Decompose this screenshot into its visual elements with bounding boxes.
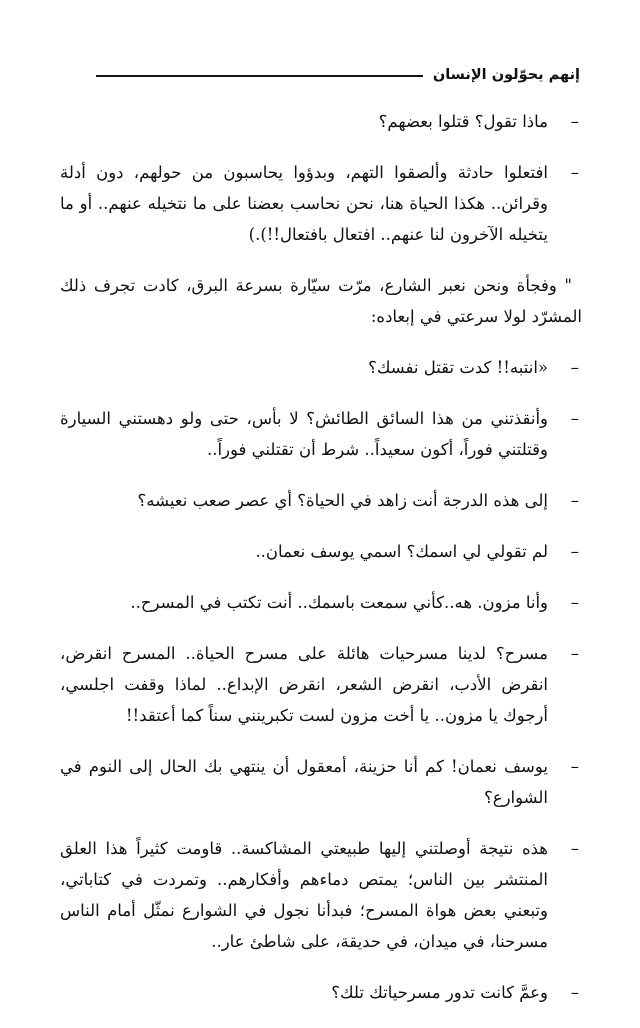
dialogue-paragraph: [60, 977, 582, 1008]
dialogue-paragraph: [60, 352, 582, 383]
dialogue-paragraph: [60, 157, 582, 250]
paragraph-text: ماذا تقول؟ قتلوا بعضهم؟: [378, 112, 548, 131]
dialogue-dash: –: [570, 542, 579, 561]
paragraph-text: لم تقولي لي اسمك؟ اسمي يوسف نعمان..: [255, 542, 548, 561]
dialogue-dash: –: [570, 163, 579, 182]
dialogue-paragraph: [60, 587, 582, 618]
dialogue-paragraph: [60, 638, 582, 731]
dialogue-dash: –: [570, 593, 579, 612]
running-header: [96, 60, 580, 90]
dialogue-paragraph: [60, 833, 582, 957]
dialogue-paragraph: [60, 536, 582, 567]
page-body: [60, 106, 582, 1028]
paragraph-text: وأنقذتني من هذا السائق الطائش؟ لا بأس، حتى ولو دهستني السيارة وقتلتني فوراً، أكون سعيداً.. شرط أن تقتلني فوراً..: [60, 409, 548, 459]
dialogue-dash: –: [570, 491, 579, 510]
paragraph-text: وأنا مزون. هه..كأني سمعت باسمك.. أنت تكتب في المسرح..: [130, 593, 548, 612]
paragraph-text: إلى هذه الدرجة أنت زاهد في الحياة؟ أي عصر صعب نعيشه؟: [137, 491, 548, 510]
header-title: إنهم يحوّلون الإنسان: [432, 67, 580, 83]
dialogue-dash: –: [570, 409, 579, 428]
dialogue-dash: –: [570, 757, 579, 776]
narrative-paragraph: [60, 270, 582, 332]
dialogue-paragraph: [60, 485, 582, 516]
paragraph-text: يوسف نعمان! كم أنا حزينة، أمعقول أن ينتهي بك الحال إلى النوم في الشوارع؟: [60, 757, 548, 807]
paragraph-text: وعمَّ كانت تدور مسرحياتك تلك؟: [331, 983, 548, 1002]
paragraph-text: هذه نتيجة أوصلتني إليها طبيعتي المشاكسة.. قاومت كثيراً هذا العلق المنتشر بين الناس؛ يمتص دماءهم وأفكارهم.. وتمردت في كتاباتي، وتبعني بعض هواة المسرح؛ فبدأنا نجول في الشوارع نمثّل أمام الناس مسرحنا، في ميدان، في حديقة، على شاطئ عار..: [60, 839, 548, 951]
paragraph-text: «انتبه!! كدت تقتل نفسك؟: [368, 358, 548, 377]
dialogue-dash: –: [570, 839, 579, 858]
dialogue-paragraph: [60, 403, 582, 465]
dialogue-paragraph: [60, 751, 582, 813]
dialogue-dash: –: [570, 644, 579, 663]
paragraph-text: افتعلوا حادثة وألصقوا التهم، وبدؤوا يحاسبون من حولهم، دون أدلة وقرائن.. هكذا الحياة هنا، نحن نحاسب بعضنا على ما نتخيله عنهم.. أو ما يتخيله الآخرون لنا عنهم.. افتعال بافتعال!!).): [60, 163, 548, 244]
paragraph-text: " وفجأة ونحن نعبر الشارع، مرّت سيّارة بسرعة البرق، كادت تجرف ذلك المشرّد لولا سرعتي في إبعاده:: [60, 276, 582, 326]
dialogue-dash: –: [570, 112, 579, 131]
dialogue-paragraph: [60, 106, 582, 137]
paragraph-text: مسرح؟ لدينا مسرحيات هائلة على مسرح الحياة.. المسرح انقرض، انقرض الأدب، انقرض الشعر، انقرض الإبداع.. لماذا وقفت اجلسي، أرجوك يا مزون.. يا أخت مزون لست تكبرينني سناً كما أعتقد!!: [60, 644, 548, 725]
dialogue-dash: –: [570, 358, 579, 377]
header-rule: [96, 75, 423, 77]
dialogue-dash: –: [570, 983, 579, 1002]
